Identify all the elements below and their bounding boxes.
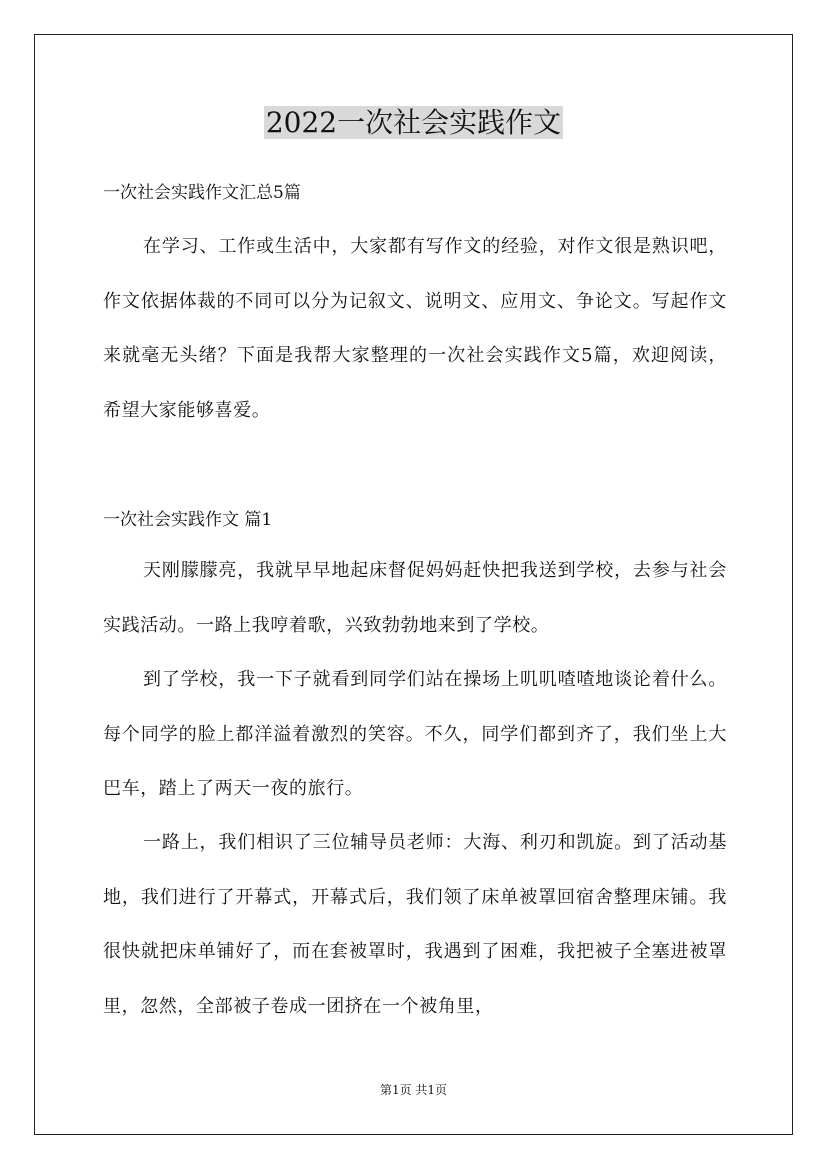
body-paragraph: 天刚朦朦亮，我就早早地起床督促妈妈赶快把我送到学校，去参与社会实践活动。一路上我哼着歌，兴致勃勃地来到了学校。	[103, 560, 727, 636]
document-title: 2022一次社会实践作文	[265, 106, 562, 139]
body-paragraph: 一路上，我们相识了三位辅导员老师：大海、利刃和凯旋。到了活动基地，我们进行了开幕式，开幕式后，我们领了床单被罩回宿舍整理床铺。我很快就把床单铺好了，而在套被罩时，我遇到了困难，我把被子全塞进被罩里，忽然，全部被子卷成一团挤在一个被角里，	[103, 832, 727, 1017]
section-heading: 一次社会实践作文 篇1	[103, 510, 273, 530]
body-paragraph: 到了学校，我一下子就看到同学们站在操场上叽叽喳喳地谈论着什么。每个同学的脸上都洋溢着激烈的笑容。不久，同学们都到齐了，我们坐上大巴车，踏上了两天一夜的旅行。	[103, 669, 727, 799]
intro-paragraph: 在学习、工作或生活中，大家都有写作文的经验，对作文很是熟识吧，作文依据体裁的不同可以分为记叙文、说明文、应用文、争论文。写起作文来就毫无头绪？下面是我帮大家整理的一次社会实践作文5篇，欢迎阅读，希望大家能够喜爱。	[103, 236, 727, 421]
summary-heading: 一次社会实践作文汇总5篇	[103, 183, 301, 203]
page-footer: 第1页 共1页	[379, 1083, 448, 1097]
